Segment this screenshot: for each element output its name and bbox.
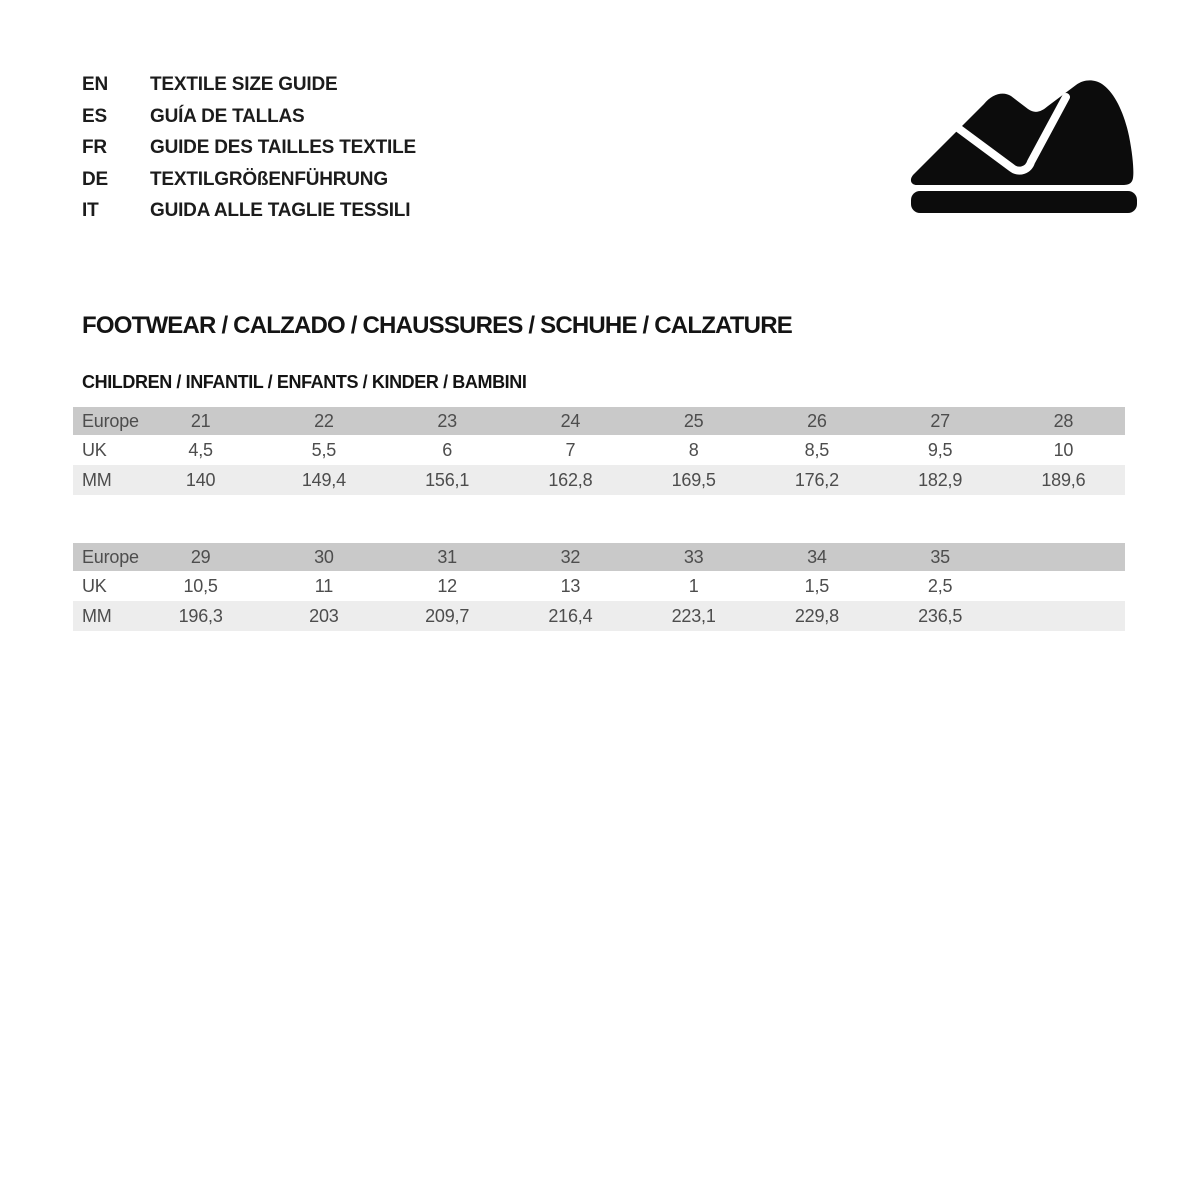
size-value-cell: 25 bbox=[683, 410, 704, 431]
size-value-cell: 169,5 bbox=[671, 469, 716, 490]
row-header-mm: MM bbox=[82, 605, 112, 626]
size-value-cell: 1 bbox=[688, 575, 699, 596]
size-value-cell: 28 bbox=[1053, 410, 1074, 431]
language-list bbox=[82, 69, 416, 227]
size-value-cell: 5,5 bbox=[311, 439, 337, 460]
language-row bbox=[82, 132, 416, 164]
language-guide-title: GUIDA ALLE TAGLIE TESSILI bbox=[150, 200, 411, 221]
size-value-cell: 1,5 bbox=[804, 575, 830, 596]
size-value-cell: 6 bbox=[442, 439, 453, 460]
size-value-cell: 189,6 bbox=[1041, 469, 1086, 490]
size-value-cell: 32 bbox=[560, 546, 581, 567]
size-value-cell: 24 bbox=[560, 410, 581, 431]
size-value-cell: 4,5 bbox=[188, 439, 213, 460]
europe-size-row bbox=[73, 407, 1125, 435]
section-subtitle: CHILDREN / INFANTIL / ENFANTS / KINDER / BAMBINI bbox=[82, 372, 527, 392]
size-value-cell: 29 bbox=[190, 546, 211, 567]
size-value-cell: 7 bbox=[565, 439, 576, 460]
size-value-cell bbox=[1002, 601, 1125, 631]
language-guide-title: TEXTILGRÖßENFÜHRUNG bbox=[150, 168, 388, 190]
children-shoe-icon bbox=[908, 78, 1140, 218]
size-value-cell: 2,5 bbox=[927, 575, 953, 596]
size-value-cell: 21 bbox=[190, 410, 211, 431]
uk-size-row bbox=[73, 435, 1125, 465]
size-value-cell: 12 bbox=[437, 575, 457, 596]
children-size-table-2 bbox=[73, 543, 1125, 631]
size-value-cell: 22 bbox=[314, 410, 334, 431]
size-value-cell: 30 bbox=[314, 546, 334, 567]
size-value-cell: 11 bbox=[314, 575, 334, 596]
size-value-cell: 26 bbox=[807, 410, 827, 431]
size-value-cell: 9,5 bbox=[927, 439, 953, 460]
size-value-cell: 8,5 bbox=[804, 439, 830, 460]
language-code: ES bbox=[82, 105, 107, 127]
language-code: FR bbox=[82, 137, 107, 158]
size-value-cell: 182,9 bbox=[918, 469, 963, 490]
size-value-cell: 10,5 bbox=[183, 575, 218, 596]
europe-size-row bbox=[73, 543, 1125, 571]
row-header-mm: MM bbox=[82, 469, 112, 490]
language-code: IT bbox=[82, 200, 99, 221]
size-value-cell bbox=[1002, 571, 1125, 601]
row-header-uk: UK bbox=[82, 575, 107, 596]
size-value-cell: 162,8 bbox=[548, 469, 593, 490]
size-value-cell: 196,3 bbox=[178, 605, 223, 626]
size-value-cell: 236,5 bbox=[918, 605, 963, 626]
size-value-cell: 229,8 bbox=[794, 605, 839, 626]
size-value-cell bbox=[1002, 543, 1125, 571]
size-value-cell: 149,4 bbox=[301, 469, 346, 490]
size-value-cell: 34 bbox=[807, 546, 827, 567]
language-row bbox=[82, 101, 416, 133]
mm-size-row bbox=[73, 601, 1125, 631]
language-guide-title: TEXTILE SIZE GUIDE bbox=[150, 74, 338, 95]
uk-size-row bbox=[73, 571, 1125, 601]
children-size-table-1 bbox=[73, 407, 1125, 495]
row-header-europe: Europe bbox=[82, 410, 139, 431]
size-value-cell: 223,1 bbox=[671, 605, 716, 626]
size-value-cell: 13 bbox=[560, 575, 581, 596]
language-guide-title: GUIDE DES TAILLES TEXTILE bbox=[150, 137, 416, 158]
size-value-cell: 8 bbox=[688, 439, 699, 460]
size-value-cell: 209,7 bbox=[425, 605, 470, 626]
size-value-cell: 10 bbox=[1053, 439, 1074, 460]
size-value-cell: 176,2 bbox=[794, 469, 839, 490]
size-value-cell: 23 bbox=[437, 410, 457, 431]
section-title: FOOTWEAR / CALZADO / CHAUSSURES / SCHUHE / CALZATURE bbox=[82, 312, 792, 339]
size-value-cell: 156,1 bbox=[425, 469, 470, 490]
row-header-uk: UK bbox=[82, 439, 107, 460]
size-value-cell: 203 bbox=[309, 605, 339, 626]
language-row bbox=[82, 164, 416, 196]
language-code: EN bbox=[82, 74, 108, 95]
size-value-cell: 35 bbox=[930, 546, 950, 567]
mm-size-row bbox=[73, 465, 1125, 495]
size-value-cell: 27 bbox=[930, 410, 950, 431]
language-code: DE bbox=[82, 168, 108, 190]
language-row bbox=[82, 195, 416, 227]
size-value-cell: 33 bbox=[683, 546, 704, 567]
size-value-cell: 216,4 bbox=[548, 605, 593, 626]
language-row bbox=[82, 69, 416, 101]
size-value-cell: 31 bbox=[437, 546, 457, 567]
size-value-cell: 140 bbox=[185, 469, 216, 490]
row-header-europe: Europe bbox=[82, 546, 139, 567]
language-guide-title: GUÍA DE TALLAS bbox=[150, 105, 305, 127]
